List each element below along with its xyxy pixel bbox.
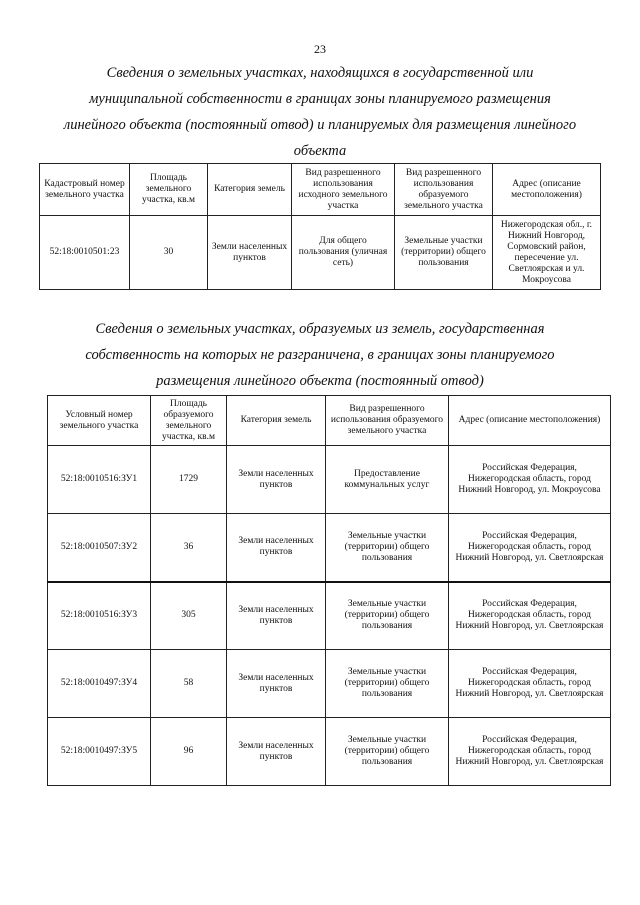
header-conditional-number: Условный номер земельного участка xyxy=(48,396,151,446)
cell-area: 96 xyxy=(151,718,227,786)
header-formed-use: Вид разрешенного использования образуемого земельного участка xyxy=(395,164,493,216)
header-cadastral-number: Кадастровый номер земельного участка xyxy=(40,164,130,216)
section2-title-line: Сведения о земельных участках, образуемых из земель, государственная xyxy=(95,321,545,337)
header-address: Адрес (описание местоположения) xyxy=(449,396,611,446)
section1-title-line: объекта xyxy=(293,143,347,159)
table-row xyxy=(48,650,611,718)
cell-formed-use: Предоставление коммунальных услуг xyxy=(326,446,449,514)
cell-cadastral-number: 52:18:0010501:23 xyxy=(40,216,130,290)
section2-title-line: размещения линейного объекта (постоянный отвод) xyxy=(156,373,484,389)
table-header-row xyxy=(48,396,611,446)
cell-formed-use: Земельные участки (территории) общего пользования xyxy=(326,582,449,650)
cell-address: Российская Федерация, Нижегородская область, город Нижний Новгород, ул. Мокроусова xyxy=(449,446,611,514)
cell-address: Российская Федерация, Нижегородская область, город Нижний Новгород, ул. Светлоярская xyxy=(449,650,611,718)
table-row xyxy=(48,582,611,650)
section1-title-line: линейного объекта (постоянный отвод) и планируемых для размещения линейного xyxy=(63,117,577,133)
table-row xyxy=(48,718,611,786)
section1-title-line: Сведения о земельных участках, находящихся в государственной или xyxy=(106,65,534,81)
header-area: Площадь земельного участка, кв.м xyxy=(130,164,208,216)
page-number: 23 xyxy=(314,42,326,56)
cell-formed-use: Земельные участки (территории) общего пользования xyxy=(326,718,449,786)
section2-title-line: собственность на которых не разграничена, в границах зоны планируемого xyxy=(85,347,555,363)
cell-address: Российская Федерация, Нижегородская область, город Нижний Новгород, ул. Светлоярская xyxy=(449,514,611,582)
section1-title xyxy=(40,60,600,164)
cell-area: 1729 xyxy=(151,446,227,514)
cell-original-use: Для общего пользования (уличная сеть) xyxy=(292,216,395,290)
table-row xyxy=(48,446,611,514)
header-original-use: Вид разрешенного использования исходного земельного участка xyxy=(292,164,395,216)
header-formed-use: Вид разрешенного использования образуемого земельного участка xyxy=(326,396,449,446)
cell-formed-use: Земельные участки (территории) общего пользования xyxy=(326,514,449,582)
formed-parcels-table xyxy=(47,395,611,786)
cell-address: Российская Федерация, Нижегородская область, город Нижний Новгород, ул. Светлоярская xyxy=(449,718,611,786)
cell-area: 30 xyxy=(130,216,208,290)
cell-land-category: Земли населенных пунктов xyxy=(227,514,326,582)
cell-area: 36 xyxy=(151,514,227,582)
cell-conditional-number: 52:18:0010507:ЗУ2 xyxy=(48,514,151,582)
cell-formed-use: Земельные участки (территории) общего пользования xyxy=(395,216,493,290)
header-land-category: Категория земель xyxy=(227,396,326,446)
cell-formed-use: Земельные участки (территории) общего пользования xyxy=(326,650,449,718)
table-row xyxy=(48,514,611,582)
cell-conditional-number: 52:18:0010516:ЗУ3 xyxy=(48,582,151,650)
existing-parcels-table xyxy=(39,163,601,290)
cell-address: Российская Федерация, Нижегородская область, город Нижний Новгород, ул. Светлоярская xyxy=(449,582,611,650)
cell-land-category: Земли населенных пунктов xyxy=(227,718,326,786)
table-row xyxy=(40,216,601,290)
cell-land-category: Земли населенных пунктов xyxy=(227,650,326,718)
cell-address: Нижегородская обл., г. Нижний Новгород, Сормовский район, пересечение ул. Светлоярская и ул. Мокроусова xyxy=(493,216,601,290)
cell-conditional-number: 52:18:0010497:ЗУ5 xyxy=(48,718,151,786)
cell-conditional-number: 52:18:0010516:ЗУ1 xyxy=(48,446,151,514)
cell-land-category: Земли населенных пунктов xyxy=(227,446,326,514)
header-area: Площадь образуемого земельного участка, кв.м xyxy=(151,396,227,446)
cell-area: 305 xyxy=(151,582,227,650)
cell-land-category: Земли населенных пунктов xyxy=(208,216,292,290)
cell-conditional-number: 52:18:0010497:ЗУ4 xyxy=(48,650,151,718)
section2-title xyxy=(40,316,600,394)
header-land-category: Категория земель xyxy=(208,164,292,216)
cell-area: 58 xyxy=(151,650,227,718)
section1-title-line: муниципальной собственности в границах зоны планируемого размещения xyxy=(89,91,551,107)
header-address: Адрес (описание местоположения) xyxy=(493,164,601,216)
cell-land-category: Земли населенных пунктов xyxy=(227,582,326,650)
table-header-row xyxy=(40,164,601,216)
